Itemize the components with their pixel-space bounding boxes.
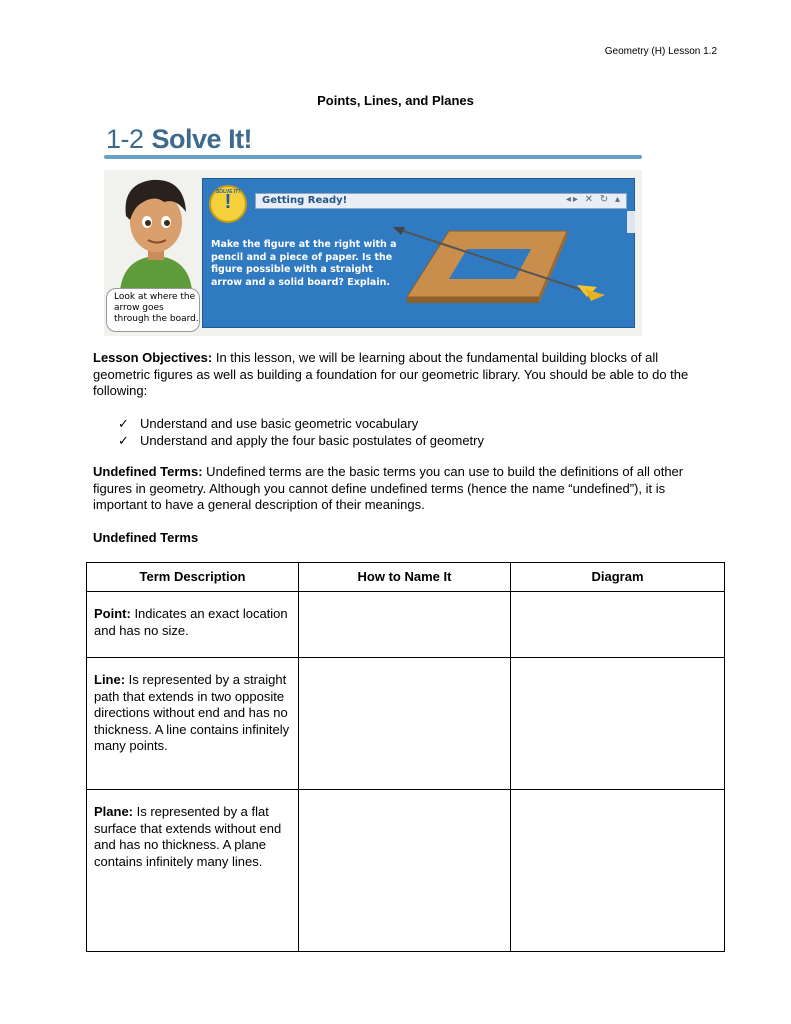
how-to-name-cell[interactable] [299, 658, 511, 790]
check-icon: ✓ [118, 432, 129, 448]
solve-it-window [202, 178, 635, 328]
undefined-terms-table [86, 562, 725, 952]
toolbar-nav-icons: ◂▸ ✕ ↻ ▴ [565, 194, 622, 205]
column-header: How to Name It [299, 563, 511, 592]
table-row [87, 592, 725, 658]
solve-it-label: Solve It! [151, 124, 253, 154]
term-description-cell [87, 658, 299, 790]
list-item [118, 416, 484, 433]
objectives-checklist [118, 416, 484, 449]
badge-text: SOLVE IT! [215, 189, 241, 195]
page-title: Points, Lines, and Planes [317, 93, 474, 108]
term-description: Is represented by a straight path that extends in two opposite directions without end and has no thickness. A line contains infinitely many points. [94, 672, 290, 753]
column-header: Term Description [87, 563, 299, 592]
solve-it-heading [106, 124, 252, 155]
solve-it-illustration [104, 170, 642, 336]
term-description: Is represented by a flat surface that extends without end and has no thickness. A plane contains infinitely many lines. [94, 804, 282, 869]
window-toolbar [255, 193, 627, 209]
how-to-name-cell[interactable] [299, 592, 511, 658]
how-to-name-cell[interactable] [299, 790, 511, 952]
window-scrollbar [627, 211, 635, 233]
objectives-text: In this lesson, we will be learning about the fundamental building blocks of all geometric figures as well as building a foundation for our geometric library. You should be able to do the following: [93, 350, 689, 398]
objective-text: Understand and apply the four basic postulates of geometry [140, 432, 484, 448]
term-description-cell [87, 790, 299, 952]
solve-it-badge-icon [209, 185, 247, 223]
undefined-terms-paragraph [93, 464, 713, 514]
student-character-icon [110, 172, 202, 290]
solve-it-prompt: Make the figure at the right with a pencil and a piece of paper. Is the figure possible with a straight arrow and a solid board? Explain. [211, 239, 397, 288]
lesson-objectives [93, 350, 713, 400]
solve-it-number: 1-2 [106, 124, 144, 154]
table-heading: Undefined Terms [93, 530, 199, 545]
badge-exclamation: ! [224, 191, 232, 213]
term-name: Line: [94, 672, 126, 687]
objectives-label: Lesson Objectives: [93, 350, 213, 365]
heading-rule [104, 155, 642, 159]
toolbar-title: Getting Ready! [262, 195, 348, 206]
column-header: Diagram [511, 563, 725, 592]
hint-speech-bubble: Look at where the arrow goes through the board. [106, 288, 200, 332]
term-description-cell [87, 592, 299, 658]
board-and-arrow-icon [391, 215, 627, 321]
term-name: Point: [94, 606, 131, 621]
header-note: Geometry (H) Lesson 1.2 [604, 46, 717, 57]
term-description: Indicates an exact location and has no size. [94, 606, 288, 638]
list-item [118, 433, 484, 450]
diagram-cell[interactable] [511, 658, 725, 790]
diagram-cell[interactable] [511, 592, 725, 658]
undefined-terms-text: Undefined terms are the basic terms you can use to build the definitions of all other figures in geometry. Although you cannot define undefined terms (hence the name “undefined”), it is important to have a general description of their meanings. [93, 464, 684, 512]
table-header-row [87, 563, 725, 592]
table-row [87, 790, 725, 952]
term-name: Plane: [94, 804, 134, 819]
undefined-terms-label: Undefined Terms: [93, 464, 203, 479]
diagram-cell[interactable] [511, 790, 725, 952]
objective-text: Understand and use basic geometric vocabulary [140, 416, 419, 431]
check-icon: ✓ [118, 416, 129, 431]
table-row [87, 658, 725, 790]
